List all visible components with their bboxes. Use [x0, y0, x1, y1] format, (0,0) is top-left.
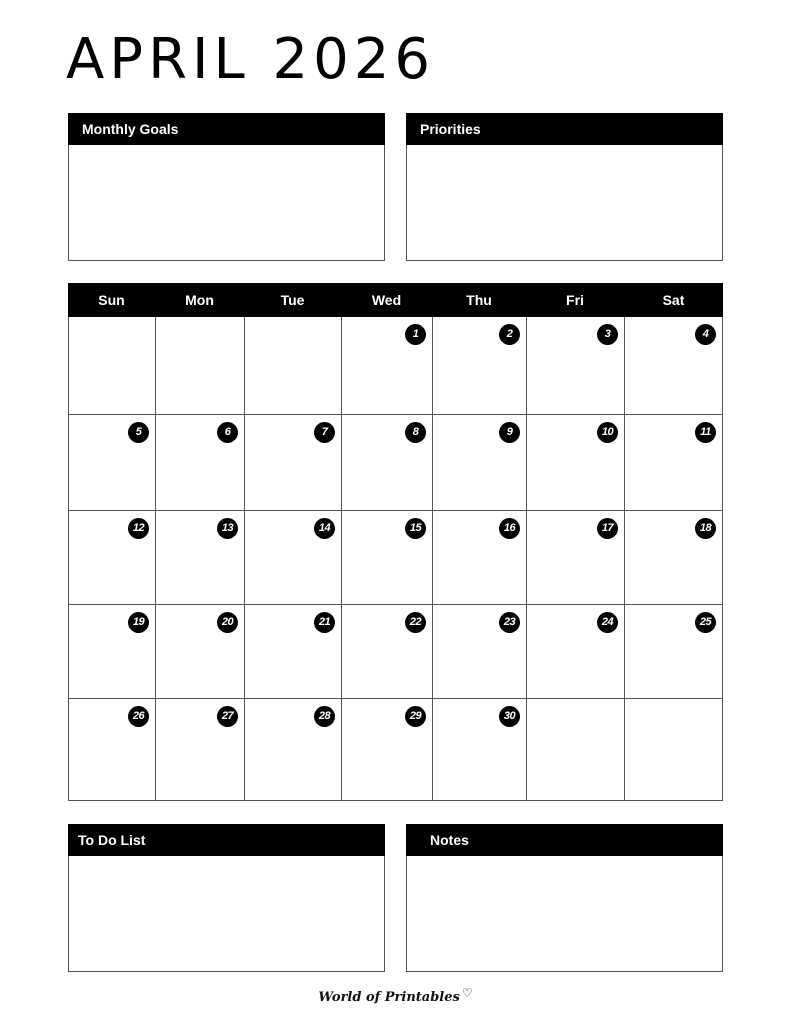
calendar-day-cell[interactable] — [432, 415, 526, 511]
day-number-badge: 26 — [128, 706, 149, 727]
day-number-badge: 12 — [128, 518, 149, 539]
weekday-sat: Sat — [662, 292, 685, 308]
weekday-sun: Sun — [98, 292, 125, 308]
brand-footer — [0, 986, 791, 1005]
calendar-day-cell[interactable] — [68, 605, 155, 699]
calendar-day-cell[interactable] — [624, 605, 723, 699]
day-number-badge: 9 — [499, 422, 520, 443]
todo-list-header: To Do List — [68, 824, 385, 856]
calendar-day-cell[interactable] — [155, 317, 244, 415]
heart-icon: ♡ — [461, 986, 473, 1000]
calendar-day-cell[interactable] — [624, 511, 723, 605]
day-number-badge: 18 — [695, 518, 716, 539]
calendar-day-cell[interactable] — [526, 605, 624, 699]
day-number-badge: 27 — [217, 706, 238, 727]
day-number-badge: 3 — [597, 324, 618, 345]
notes-box[interactable] — [406, 824, 723, 972]
calendar-day-cell[interactable] — [624, 699, 723, 801]
day-number-badge: 4 — [695, 324, 716, 345]
calendar-day-cell[interactable] — [432, 317, 526, 415]
calendar-day-cell[interactable] — [341, 317, 432, 415]
day-number-badge: 1 — [405, 324, 426, 345]
calendar-day-cell[interactable] — [341, 511, 432, 605]
page-title: APRIL 2026 — [66, 27, 436, 92]
monthly-goals-box[interactable] — [68, 113, 385, 261]
calendar-day-cell[interactable] — [526, 415, 624, 511]
calendar-day-cell[interactable] — [68, 415, 155, 511]
calendar-day-cell[interactable] — [432, 699, 526, 801]
weekday-header-row — [68, 283, 723, 317]
calendar-day-cell[interactable] — [526, 699, 624, 801]
day-number-badge: 13 — [217, 518, 238, 539]
day-number-badge: 14 — [314, 518, 335, 539]
calendar-day-cell[interactable] — [624, 317, 723, 415]
day-number-badge: 16 — [499, 518, 520, 539]
day-number-badge: 30 — [499, 706, 520, 727]
calendar-day-cell[interactable] — [155, 605, 244, 699]
calendar-day-cell[interactable] — [244, 511, 341, 605]
day-number-badge: 11 — [695, 422, 716, 443]
day-number-badge: 10 — [597, 422, 618, 443]
calendar-day-cell[interactable] — [624, 415, 723, 511]
day-number-badge: 2 — [499, 324, 520, 345]
calendar-day-cell[interactable] — [244, 317, 341, 415]
priorities-box[interactable] — [406, 113, 723, 261]
todo-list-box[interactable] — [68, 824, 385, 972]
day-number-badge: 23 — [499, 612, 520, 633]
calendar-day-cell[interactable] — [341, 699, 432, 801]
brand-name: World of Printables — [318, 990, 460, 1005]
day-number-badge: 8 — [405, 422, 426, 443]
weekday-thu: Thu — [466, 292, 492, 308]
month-calendar — [68, 283, 723, 801]
calendar-day-cell[interactable] — [244, 605, 341, 699]
calendar-day-cell[interactable] — [341, 415, 432, 511]
calendar-day-cell[interactable] — [155, 511, 244, 605]
weekday-wed: Wed — [371, 292, 402, 308]
notes-header: Notes — [406, 824, 723, 856]
day-number-badge: 24 — [597, 612, 618, 633]
day-number-badge: 5 — [128, 422, 149, 443]
calendar-day-cell[interactable] — [244, 415, 341, 511]
calendar-day-cell[interactable] — [155, 699, 244, 801]
weekday-mon: Mon — [185, 292, 214, 308]
weekday-tue: Tue — [280, 292, 305, 308]
calendar-day-cell[interactable] — [244, 699, 341, 801]
day-number-badge: 17 — [597, 518, 618, 539]
calendar-day-cell[interactable] — [341, 605, 432, 699]
calendar-day-cell[interactable] — [526, 317, 624, 415]
day-number-badge: 28 — [314, 706, 335, 727]
weekday-fri: Fri — [566, 292, 584, 308]
day-number-badge: 6 — [217, 422, 238, 443]
calendar-day-cell[interactable] — [155, 415, 244, 511]
calendar-day-cell[interactable] — [432, 605, 526, 699]
monthly-goals-header: Monthly Goals — [68, 113, 385, 145]
calendar-day-cell[interactable] — [526, 511, 624, 605]
calendar-day-cell[interactable] — [68, 511, 155, 605]
day-number-badge: 29 — [405, 706, 426, 727]
day-number-badge: 19 — [128, 612, 149, 633]
calendar-day-cell[interactable] — [432, 511, 526, 605]
day-number-badge: 15 — [405, 518, 426, 539]
day-number-badge: 7 — [314, 422, 335, 443]
calendar-day-cell[interactable] — [68, 317, 155, 415]
calendar-day-cell[interactable] — [68, 699, 155, 801]
day-number-badge: 20 — [217, 612, 238, 633]
day-number-badge: 21 — [314, 612, 335, 633]
priorities-header: Priorities — [406, 113, 723, 145]
day-number-badge: 22 — [405, 612, 426, 633]
day-number-badge: 25 — [695, 612, 716, 633]
